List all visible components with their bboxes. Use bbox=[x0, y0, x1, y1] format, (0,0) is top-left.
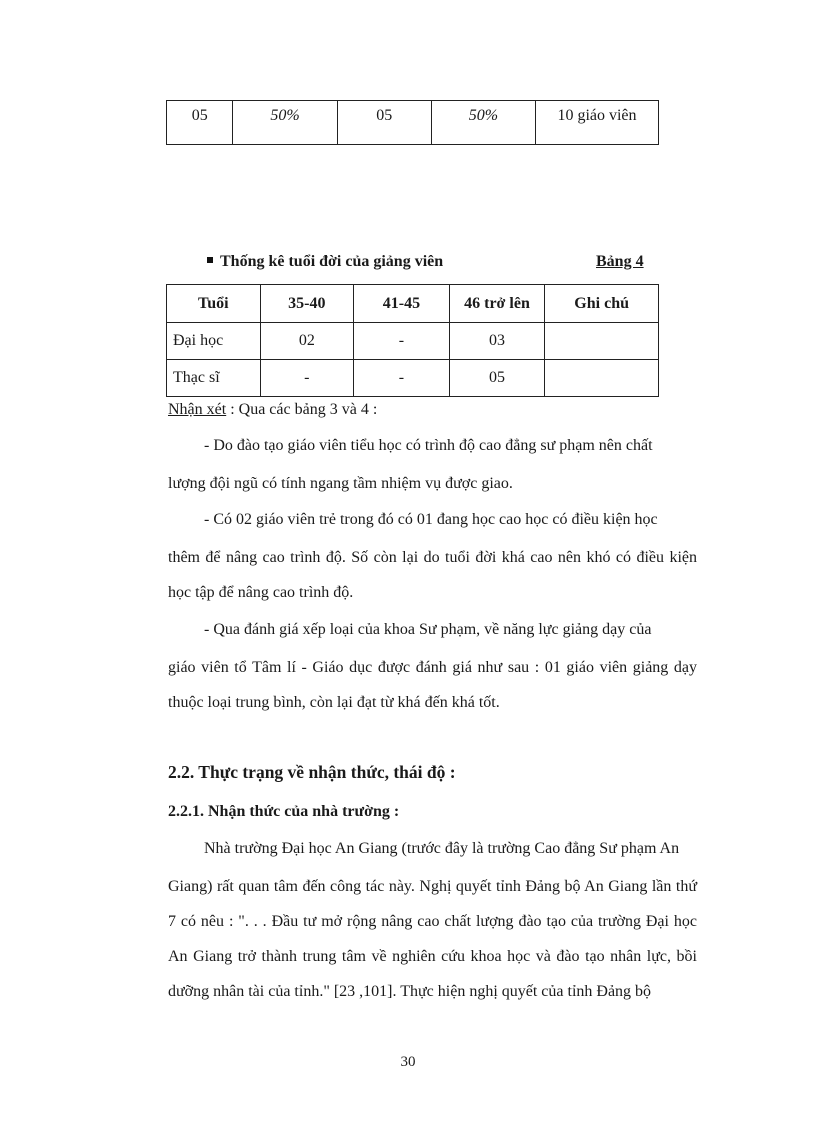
table-cell: - bbox=[260, 360, 354, 397]
table-cell: - bbox=[354, 323, 450, 360]
section-heading-2-2: 2.2. Thực trạng về nhận thức, thái độ : bbox=[168, 762, 456, 782]
table-cell: 05 bbox=[167, 101, 233, 145]
table-4-title-text: Thống kê tuổi đời của giảng viên bbox=[220, 253, 444, 270]
bullet-2-first-line: - Có 02 giáo viên trẻ trong đó có 01 đang học cao học có điều kiện học bbox=[204, 511, 658, 528]
table-cell: 50% bbox=[431, 101, 535, 145]
page-number: 30 bbox=[400, 1054, 416, 1070]
table-3-fragment bbox=[166, 100, 659, 145]
table-cell bbox=[545, 323, 659, 360]
table-4 bbox=[166, 284, 659, 397]
table-header-row bbox=[167, 285, 659, 323]
table-row bbox=[167, 323, 659, 360]
remark-label: Nhận xét bbox=[168, 401, 227, 418]
table-row bbox=[167, 360, 659, 397]
bullet-3-first-line: - Qua đánh giá xếp loại của khoa Sư phạm, về năng lực giảng dạy của bbox=[204, 621, 652, 638]
table-cell: 10 giáo viên bbox=[535, 101, 658, 145]
column-header: 41-45 bbox=[354, 285, 450, 323]
remark-line bbox=[168, 401, 377, 419]
remark-text: : Qua các bảng 3 và 4 : bbox=[226, 401, 378, 418]
square-bullet-icon bbox=[207, 257, 213, 263]
table-cell bbox=[545, 360, 659, 397]
column-header: Ghi chú bbox=[545, 285, 659, 323]
table-cell: 02 bbox=[260, 323, 354, 360]
table-cell: 05 bbox=[449, 360, 545, 397]
paragraph-rest: Giang) rất quan tâm đến công tác này. Nghị quyết tỉnh Đảng bộ An Giang lần thứ 7 có nêu : ". . . Đầu tư mở rộng nâng cao chất lượng đào tạo của trường Đại học An Giang trở thành trung tâm về nghiên cứu khoa học và đào tạo nhân lực, bồi dưỡng nhân tài của tỉnh." [23 ,101]. Thực hiện nghị quyết của tỉnh Đảng bộ bbox=[168, 878, 697, 1000]
table-cell: 05 bbox=[337, 101, 431, 145]
table-4-label: Bảng 4 bbox=[596, 253, 644, 270]
bullet-1-rest: lượng đội ngũ có tính ngang tầm nhiệm vụ được giao. bbox=[168, 475, 513, 492]
bullet-3-rest: giáo viên tổ Tâm lí - Giáo dục được đánh giá như sau : 01 giáo viên giảng dạy thuộc loại trung bình, còn lại đạt từ khá đến khá tốt. bbox=[168, 659, 697, 711]
bullet-1-first-line: - Do đào tạo giáo viên tiểu học có trình độ cao đẳng sư phạm nên chất bbox=[204, 437, 653, 454]
table-cell: Thạc sĩ bbox=[167, 360, 261, 397]
column-header: 46 trở lên bbox=[449, 285, 545, 323]
table-cell: Đại học bbox=[167, 323, 261, 360]
table-cell: - bbox=[354, 360, 450, 397]
table-cell: 50% bbox=[233, 101, 337, 145]
table-cell: 03 bbox=[449, 323, 545, 360]
bullet-2-rest: thêm để nâng cao trình độ. Số còn lại do tuổi đời khá cao nên khó có điều kiện học tập để nâng cao trình độ. bbox=[168, 549, 697, 601]
table-4-title bbox=[207, 253, 443, 271]
table-row bbox=[167, 101, 659, 145]
column-header: Tuổi bbox=[167, 285, 261, 323]
column-header: 35-40 bbox=[260, 285, 354, 323]
paragraph-first-line: Nhà trường Đại học An Giang (trước đây là trường Cao đẳng Sư phạm An bbox=[204, 840, 680, 857]
section-heading-2-2-1: 2.2.1. Nhận thức của nhà trường : bbox=[168, 803, 400, 820]
